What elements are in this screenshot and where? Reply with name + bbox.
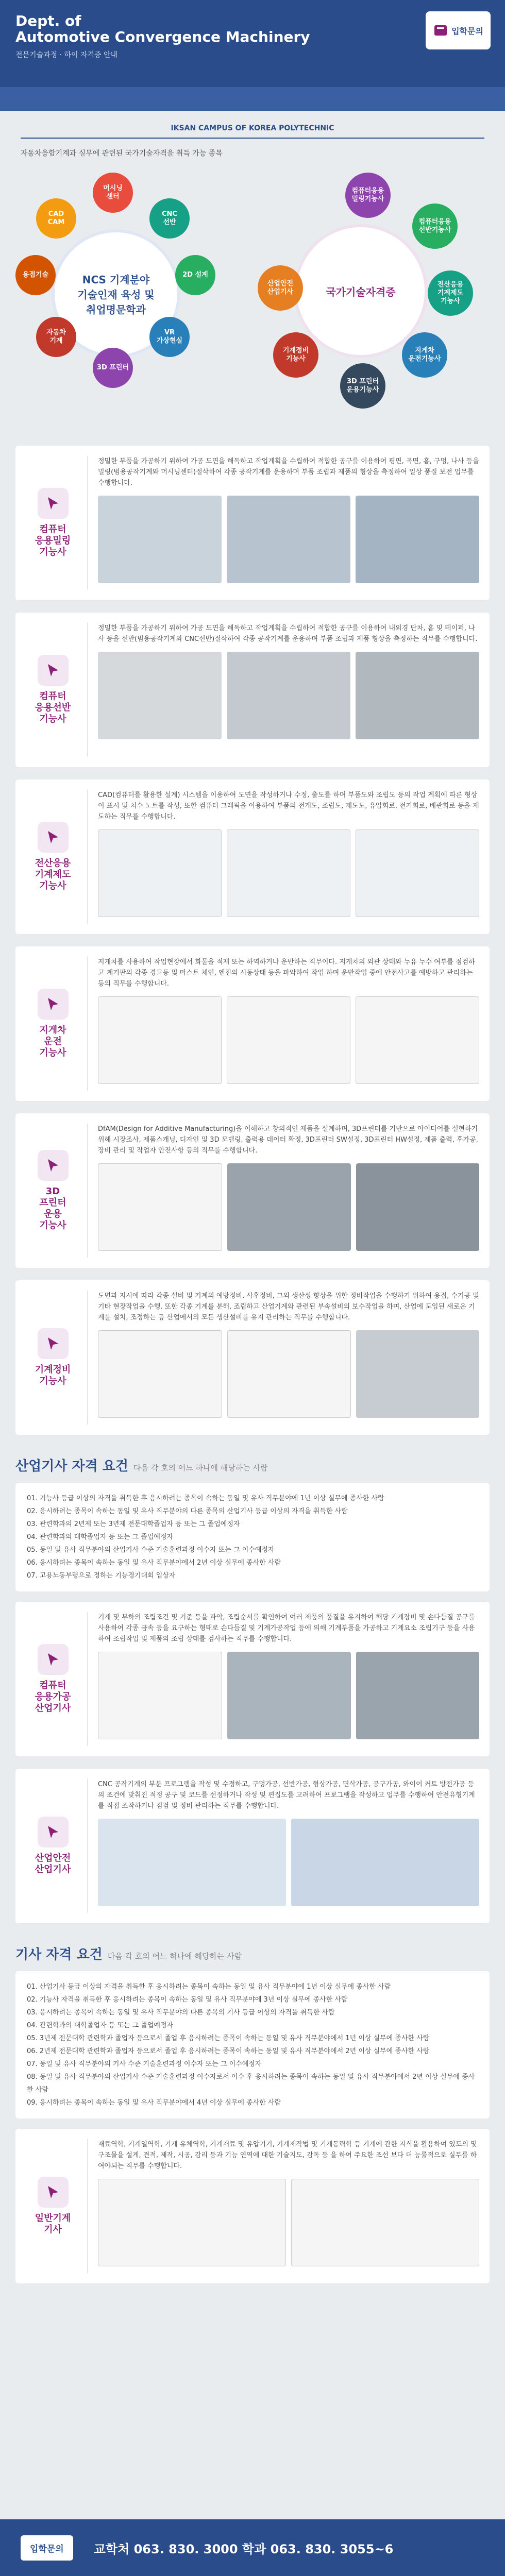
inquiry-label: 입학문의 xyxy=(451,26,483,36)
section-name: 컴퓨터 응용선반 기능사 xyxy=(35,691,71,724)
section-desc: 재료역학, 기계열역학, 기계 유체역학, 기계재료 및 유압기기, 기계제작법 및 기계동력학 등 기계에 관한 지식을 활용하여 였도의 및 구조물을 설계, 견적, 제작, 시공, 감리 등과 기능 연역에 대한 기술지도, 감독 등 을 하여 주요한 조선 보다 더 능률적으로 실무를 하여야되는 직무를 수행합니다. xyxy=(98,2141,477,2170)
drawing-1 xyxy=(98,996,222,1084)
list-item: 01. 산업기사 등급 이상의 자격을 취득한 후 응시하려는 종목이 속하는 동일 및 유사 직무분야에 1년 이상 실무에 종사한 사람 xyxy=(27,1983,391,1991)
footer xyxy=(0,2519,505,2576)
photo-1 xyxy=(356,1330,479,1418)
list-item: 04. 관련학과의 대학졸업자 등 또는 그 졸업예정자 xyxy=(27,2022,174,2029)
photo-1 xyxy=(98,496,222,583)
seg-weld: 용접기술 xyxy=(15,255,56,295)
render-2 xyxy=(356,1163,479,1251)
seg-forklift: 지게차 운전기능사 xyxy=(402,332,447,378)
list-item: 02. 응시하려는 종목이 속하는 동일 및 유사 직무분야의 다른 종목의 산업기사 등급 이상의 자격을 취득한 사람 xyxy=(27,1507,348,1515)
drawing-2 xyxy=(227,996,350,1084)
industrial-req-note: 다음 각 호의 어느 하나에 해당하는 사람 xyxy=(133,1463,268,1472)
drawing-1 xyxy=(98,1652,222,1739)
footer-tel: 교학처 063. 830. 3000 학과 063. 830. 3055~6 xyxy=(93,2541,394,2556)
industrial-req-header xyxy=(15,1455,490,1475)
section-desc: 정밀한 부품을 가공하기 위하여 가공 도면을 해독하고 작업계획을 수립하여 적합한 공구를 이용하여 내외경 단차, 홈 및 테이퍼, 나사 등을 선반(범용공작기계와 CNC선반)절삭하여 각종 공작기계를 운용하며 부품 조립과 제품 형상을 측정하는 직무를 수행합니다. xyxy=(98,624,478,643)
cursor-icon xyxy=(38,1644,69,1675)
list-item: 01. 기능사 등급 이상의 자격을 취득한 후 응시하려는 종목이 속하는 동일 및 유사 직무분야에 1년 이상 실무에 종사한 사람 xyxy=(27,1495,384,1502)
section-name: 산업안전 산업기사 xyxy=(35,1853,71,1875)
seg-vr: VR 가상현실 xyxy=(149,317,190,357)
seg-maint: 기계정비 기능사 xyxy=(273,332,318,378)
photo-2 xyxy=(227,652,350,739)
section-name: 지게차 운전 기능사 xyxy=(39,1025,66,1058)
craft-req-note: 다음 각 호의 어느 하나에 해당하는 사람 xyxy=(107,1952,242,1961)
cursor-icon xyxy=(38,1328,69,1359)
drawing-1 xyxy=(98,1163,222,1251)
seg-safety: 산업안전 산업기사 xyxy=(258,265,303,311)
seg-3d: 3D 프린터 xyxy=(93,348,133,388)
drawing-2 xyxy=(227,829,350,917)
section-milling xyxy=(15,446,490,600)
section-desc: 도면과 지시에 따라 각종 설비 및 기계의 예방정비, 사후정비, 그외 생산성 향상을 위한 정비작업을 수행하기 위하여 용접, 수기공 및 기타 현장작업을 수행. 또한 각종 기계를 분해, 조립하고 산업기계와 관련된 부속설비의 보수작업을 하며, 산업에 도입된 새로운 기계를 설치, 조정하는 등 산업에서의 모든 생산설비를 유지 관리하는 직무를 수행합니다. xyxy=(98,1292,479,1321)
craft-req-header xyxy=(15,1944,490,1963)
cursor-icon xyxy=(38,1817,69,1848)
section-name: 3D 프린터 운용 기능사 xyxy=(39,1186,66,1231)
photo-3 xyxy=(356,496,479,583)
list-item: 08. 동일 및 유사 직무분야의 산업기사 수준 기술훈련과정 이수자로서 이수 후 응시하려는 종목이 속하는 동일 및 유사 직무분야에서 2년 이상 실무에 종사한 사람 xyxy=(27,2073,475,2094)
photo-1 xyxy=(98,652,222,739)
seg-lathe: 컴퓨터응용 선반기능사 xyxy=(412,204,458,249)
list-item: 07. 고용노동부령으로 정하는 기능경기대회 입상자 xyxy=(27,1572,176,1580)
seg-2d: 2D 설계 xyxy=(175,255,215,295)
cursor-icon xyxy=(38,655,69,686)
section-desc: CNC 공작기계의 부분 프로그램을 작성 및 수정하고, 구멍가공, 선반가공, 형상가공, 면삭가공, 공구가공, 와이어 커트 방전가공 등의 조건에 맞춰진 적정 공구 및 코드를 선정하거나 작성 및 편집도를 고려하여 프로그램을 작성하고 업무를 수행하여 안전유형기계를 직접 조작하거나 점검 및 정비 관리하는 직무를 수행합니다. xyxy=(98,1781,475,1810)
list-item: 09. 응시하려는 종목이 속하는 동일 및 유사 직무분야에서 4년 이상 실무에 종사한 사람 xyxy=(27,2099,281,2107)
intro-text: 자동차융합기계과 실무에 관련된 국가기술자격을 취득 가능 종목 xyxy=(21,149,223,158)
section-desc: DfAM(Design for Additive Manufacturing)을 이해하고 창의적인 제품을 설계하며, 3D프린터를 기반으로 아이디어를 실현하기 위해 시장조사, 제품스캐닝, 디자인 및 3D 모델링, 출력용 데이터 확정, 3D프린터 SW설정, 3D프린터 HW설정, 제품 출력, 후가공, 장비 관리 및 작업자 안전사항 등의 직무를 수행합니다. xyxy=(98,1125,478,1155)
footer-inquiry-button[interactable]: 입학문의 xyxy=(21,2535,73,2561)
inquiry-button[interactable] xyxy=(426,11,491,49)
craft-req-list xyxy=(15,1971,490,2119)
drawing-1 xyxy=(98,2179,286,2266)
section-name: 기계정비 기능사 xyxy=(35,1364,71,1386)
drawing-2 xyxy=(227,1330,351,1418)
seg-auto: 자동차 기계 xyxy=(36,317,76,357)
render-1 xyxy=(227,1163,350,1251)
seg-cad: CAD CAM xyxy=(36,198,76,239)
drawing-3 xyxy=(356,996,479,1084)
seg-3dprinter: 3D 프린터 운용기능사 xyxy=(340,363,385,409)
campus-label: IKSAN CAMPUS OF KOREA POLYTECHNIC xyxy=(21,111,484,139)
license-core: 국가기술자격증 xyxy=(294,224,428,358)
seg-cad-license: 전산응용 기계제도 기능사 xyxy=(428,270,473,316)
photo-2 xyxy=(291,1819,479,1906)
section-desc: 기계 및 부하의 조립조건 및 기준 등을 파악, 조립순서를 확인하여 여러 제품의 품질을 유지하여 해당 기계장비 및 손다듬질 공구를 사용하여 각종 금속 등을 요구하는 형태로 손다듬질 및 기계가공작업 등에 의해 기계부품을 가공하고 기계요소 조립기구 등을 사용하여 조립작업 및 제품의 조립 상태를 검사하는 직무를 수행합니다. xyxy=(98,1614,475,1643)
render-1 xyxy=(227,1652,350,1739)
cursor-icon xyxy=(38,2177,69,2208)
section-computer-machining xyxy=(15,1602,490,1756)
photo-3 xyxy=(356,652,479,739)
cursor-icon xyxy=(38,1150,69,1181)
seg-milling: 컴퓨터응용 밀링기능사 xyxy=(345,173,391,218)
section-desc: 정밀한 부품을 가공하기 위하여 가공 도면을 해독하고 작업계획을 수립하여 적합한 공구를 이용하여 평면, 곡면, 홈, 구멍, 나사 등을 밀링(범용공작기계와 머시닝센터)절삭하여 각종 공작기계를 운용하며 부품 조립과 제품의 형상을 측정하여 일상 품질 보전 업무를 수행합니다. xyxy=(98,457,479,487)
section-desc: 지게차를 사용하여 작업현장에서 화물을 적재 또는 하역하거나 운반하는 직무이다. 지게차의 외관 상태와 누유 누수 여부를 점검하고 계기판의 각종 경고등 및 마스트 체인, 엔진의 시동상태 등을 파악하여 작업 하며 운반작업 중에 안전사고를 예방하고 관리하는 등의 직무를 수행합니다. xyxy=(98,958,475,988)
section-maintenance xyxy=(15,1280,490,1435)
section-lathe xyxy=(15,613,490,767)
section-industrial-safety xyxy=(15,1769,490,1923)
drawing-1 xyxy=(98,829,222,917)
craft-req-title: 기사 자격 요건 xyxy=(15,1947,103,1962)
section-3dprinter xyxy=(15,1113,490,1268)
cursor-icon xyxy=(38,822,69,853)
list-item: 07. 동일 및 유사 직무분야의 기사 수준 기술훈련과정 이수자 또는 그 이수예정자 xyxy=(27,2060,262,2068)
ncs-core: NCS 기계분야 기술인재 육성 및 취업명문학과 xyxy=(52,229,180,358)
section-cad xyxy=(15,779,490,934)
industrial-req-title: 산업기사 자격 요건 xyxy=(15,1459,129,1474)
list-item: 05. 동일 및 유사 직무분야의 산업기사 수준 기술훈련과정 이수자 또는 그 이수예정자 xyxy=(27,1546,275,1554)
hero-diagram xyxy=(15,167,490,446)
list-item: 02. 기능사 자격을 취득한 후 응시하려는 종목이 속하는 동일 및 유사 직무분야에 3년 이상 실무에 종사한 사람 xyxy=(27,1996,348,2004)
dept-title-line1: Dept. of xyxy=(15,12,81,29)
section-name: 전산응용 기계제도 기능사 xyxy=(35,858,71,891)
industrial-req-list xyxy=(15,1483,490,1591)
section-general-machinery xyxy=(15,2129,490,2283)
cursor-icon xyxy=(38,488,69,519)
photo-2 xyxy=(227,496,350,583)
section-desc: CAD(컴퓨터를 활용한 설계) 시스템을 이용하여 도면을 작성하거나 수정, 출도를 하며 부품도와 조립도 등의 작업 계획에 따른 형상이 표시 및 치수 노트를 작성, 또한 컴퓨터 그래픽을 이용하여 부품의 전개도, 조립도, 제도도, 유압회로, 전기회로, 배관회로 등을 제도하는 직무를 수행합니다. xyxy=(98,791,479,821)
book-icon xyxy=(433,23,448,38)
list-item: 03. 응시하려는 종목이 속하는 동일 및 유사 직무분야의 다른 종목의 기사 등급 이상의 자격을 취득한 사람 xyxy=(27,2009,335,2016)
photo-1 xyxy=(98,1819,286,1906)
cursor-icon xyxy=(38,989,69,1020)
render-2 xyxy=(356,1652,479,1739)
list-item: 06. 응시하려는 종목이 속하는 동일 및 유사 직무분야에서 2년 이상 실무에 종사한 사람 xyxy=(27,1559,281,1567)
section-name: 일반기계 기사 xyxy=(35,2213,71,2235)
section-name: 컴퓨터 응용가공 산업기사 xyxy=(35,1680,71,1714)
drawing-1 xyxy=(98,1330,222,1418)
header xyxy=(0,0,505,111)
drawing-3 xyxy=(356,829,479,917)
drawing-2 xyxy=(291,2179,479,2266)
list-item: 05. 3년제 전문대학 관련학과 졸업자 등으로서 졸업 후 응시하려는 종목이 속하는 동일 및 유사 직무분야에서 1년 이상 실무에 종사한 사람 xyxy=(27,2035,430,2042)
section-name: 컴퓨터 응용밀링 기능사 xyxy=(35,524,71,557)
dept-subtitle: 전문기술과정 · 하이 자격증 안내 xyxy=(15,51,118,59)
list-item: 04. 관련학과의 대학졸업자 등 또는 그 졸업예정자 xyxy=(27,1533,174,1541)
list-item: 03. 관련학과의 2년제 또는 3년제 전문대학졸업자 등 또는 그 졸업예정자 xyxy=(27,1520,240,1528)
section-forklift xyxy=(15,946,490,1101)
dept-title-line2: Automotive Convergence Machinery xyxy=(15,28,310,45)
seg-cnc: CNC 선반 xyxy=(149,198,190,239)
list-item: 06. 2년제 전문대학 관련학과 졸업자 등으로서 졸업 후 응시하려는 종목이 속하는 동일 및 유사 직무분야에서 2년 이상 실무에 종사한 사람 xyxy=(27,2047,430,2055)
header-stripe xyxy=(0,87,505,111)
seg-machining: 머시닝 센터 xyxy=(93,173,133,213)
